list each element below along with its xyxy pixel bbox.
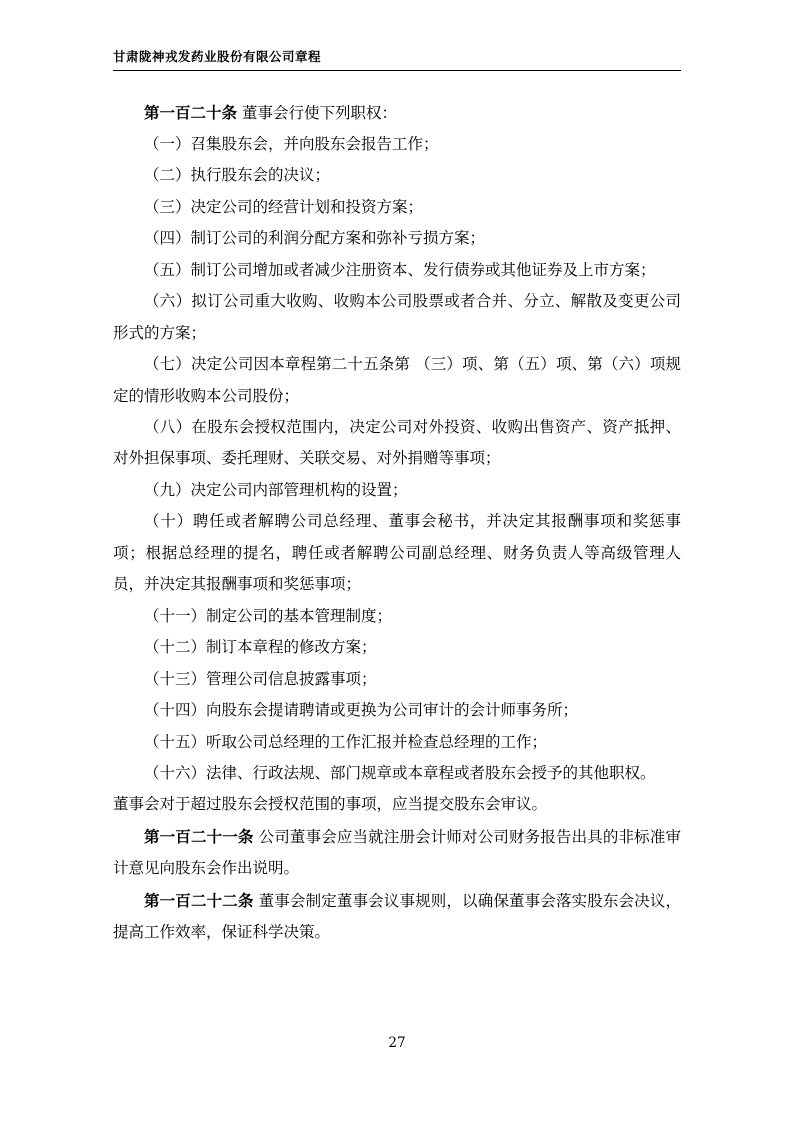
paragraph [113, 192, 681, 223]
paragraph [113, 885, 681, 949]
paragraph-text: 董事会制定董事会议事规则，以确保董事会落实股东会决议，提高工作效率，保证科学决策。 [113, 891, 681, 942]
header-divider [113, 70, 681, 71]
paragraph [113, 475, 681, 506]
paragraph [113, 286, 681, 349]
paragraph [113, 349, 681, 412]
paragraph [113, 506, 681, 600]
page-header: 甘肃陇神戎发药业股份有限公司章程 [113, 49, 322, 64]
paragraph-text: （九）决定公司内部管理机构的设置； [144, 480, 408, 499]
paragraph [113, 664, 681, 695]
article-number: 第一百二十一条 [144, 826, 254, 846]
page-number: 27 [388, 1035, 406, 1051]
paragraph [113, 821, 681, 885]
paragraph-text: （五）制订公司增加或者减少注册资本、发行债券或其他证券及上市方案； [144, 260, 656, 279]
paragraph-text: （十六）法律、行政法规、部门规章或本章程或者股东会授予的其他职权。 [144, 764, 656, 783]
paragraph-text: （十二）制订本章程的修改方案； [144, 638, 377, 657]
paragraph [113, 160, 681, 191]
page-content [113, 48, 681, 949]
paragraph [113, 129, 681, 160]
paragraph [113, 758, 681, 789]
paragraph-text: 公司董事会应当就注册会计师对公司财务报告出具的非标准审计意见向股东会作出说明。 [113, 827, 681, 878]
paragraph-text: 董事会行使下列职权： [237, 103, 397, 122]
paragraph-text: （十四）向股东会提请聘请或更换为公司审计的会计师事务所； [144, 701, 579, 720]
paragraph-text: （二）执行股东会的决议； [144, 166, 331, 185]
paragraph [113, 727, 681, 758]
paragraph-text: （八）在股东会授权范围内，决定公司对外投资、收购出售资产、资产抵押、对外担保事项、委托理财、关联交易、对外捐赠等事项； [113, 418, 681, 468]
paragraph [113, 789, 681, 820]
paragraph-text: （七）决定公司因本章程第二十五条第 （三）项、第（五）项、第（六）项规定的情形收购本公司股份； [113, 355, 681, 405]
paragraph-text: （一）召集股东会，并向股东会报告工作； [144, 134, 439, 153]
paragraph-text: （十三）管理公司信息披露事项； [144, 669, 377, 688]
paragraph [113, 695, 681, 726]
paragraph [113, 632, 681, 663]
paragraph-text: （三）决定公司的经营计划和投资方案； [144, 197, 424, 216]
paragraph [113, 601, 681, 632]
article-number: 第一百二十条 [144, 102, 238, 122]
paragraph-text: （六）拟订公司重大收购、收购本公司股票或者合并、分立、解散及变更公司形式的方案； [113, 292, 681, 342]
paragraph-text: （十一）制定公司的基本管理制度； [144, 606, 393, 625]
paragraph-text: （十）聘任或者解聘公司总经理、董事会秘书，并决定其报酬事项和奖惩事项；根据总经理的提名，聘任或者解聘公司副总经理、财务负责人等高级管理人员，并决定其报酬事项和奖惩事项； [113, 512, 681, 594]
paragraph-text: 董事会对于超过股东会授权范围的事项，应当提交股东会审议。 [113, 795, 548, 814]
paragraph-text: （四）制订公司的利润分配方案和弥补亏损方案； [144, 229, 486, 248]
paragraph [113, 412, 681, 475]
paragraph-text: （十五）听取公司总经理的工作汇报并检查总经理的工作； [144, 732, 548, 751]
paragraph [113, 223, 681, 254]
article-body [113, 97, 681, 949]
paragraph [113, 255, 681, 286]
paragraph [113, 97, 681, 129]
article-number: 第一百二十二条 [144, 890, 254, 910]
